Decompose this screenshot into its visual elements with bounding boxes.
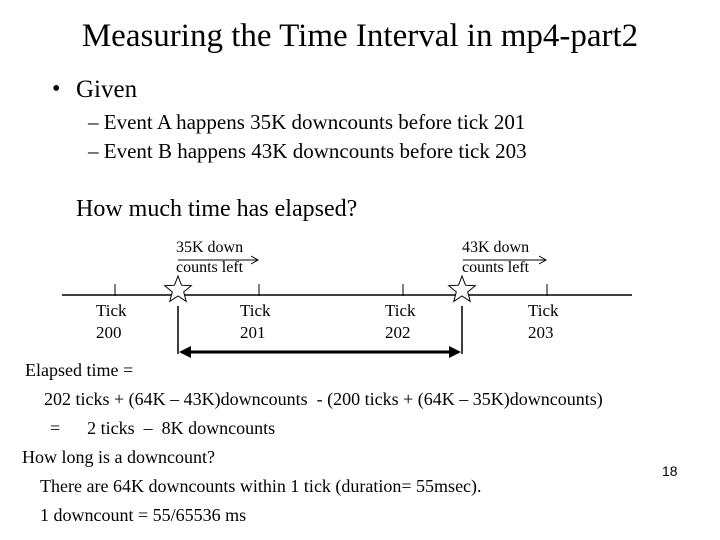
event-a-annotation bbox=[176, 238, 243, 278]
interval-arrow-right-head bbox=[449, 346, 461, 358]
event-a-star-icon bbox=[165, 276, 192, 301]
tick-label-word: Tick bbox=[385, 301, 416, 320]
question-text: How much time has elapsed? bbox=[76, 196, 358, 222]
sub-item-event-b: – Event B happens 43K downcounts before tick 203 bbox=[88, 139, 527, 163]
event-b-annotation bbox=[462, 238, 529, 278]
event-a-annotation-line2: counts left bbox=[176, 259, 244, 276]
tick-label-word: Tick bbox=[528, 301, 559, 320]
sub-item-event-a: – Event A happens 35K downcounts before tick 201 bbox=[88, 110, 526, 134]
event-b-star-icon bbox=[449, 276, 476, 301]
tick-label-number: 202 bbox=[385, 323, 411, 342]
slide-title: Measuring the Time Interval in mp4-part2 bbox=[81, 18, 639, 54]
calc-line-downcount: 1 downcount = 55/65536 ms bbox=[40, 505, 247, 525]
calc-line-result: = 2 ticks – 8K downcounts bbox=[50, 418, 276, 438]
tick-label-201 bbox=[240, 300, 271, 344]
tick-label-word: Tick bbox=[96, 301, 127, 320]
tick-label-203 bbox=[528, 300, 559, 344]
event-a-annotation-line1: 35K down bbox=[176, 239, 244, 256]
bullet-given: Given bbox=[76, 76, 138, 103]
calc-line-tick-duration: There are 64K downcounts within 1 tick (duration= 55msec). bbox=[40, 476, 482, 496]
tick-label-number: 201 bbox=[240, 323, 266, 342]
calc-line-question: How long is a downcount? bbox=[22, 447, 215, 467]
tick-label-number: 203 bbox=[528, 323, 554, 342]
page-number: 18 bbox=[662, 463, 678, 479]
event-b-annotation-line2: counts left bbox=[462, 259, 530, 276]
calc-line-formula: 202 ticks + (64K – 43K)downcounts - (200 ticks + (64K – 35K)downcounts) bbox=[44, 389, 603, 409]
bullet-marker: • bbox=[52, 76, 61, 102]
event-b-annotation-line1: 43K down bbox=[462, 239, 530, 256]
interval-arrow-left-head bbox=[179, 346, 191, 358]
tick-label-word: Tick bbox=[240, 301, 271, 320]
tick-label-number: 200 bbox=[96, 323, 122, 342]
tick-label-200 bbox=[96, 300, 127, 344]
tick-label-202 bbox=[385, 300, 416, 344]
calc-line-elapsed: Elapsed time = bbox=[25, 360, 134, 380]
